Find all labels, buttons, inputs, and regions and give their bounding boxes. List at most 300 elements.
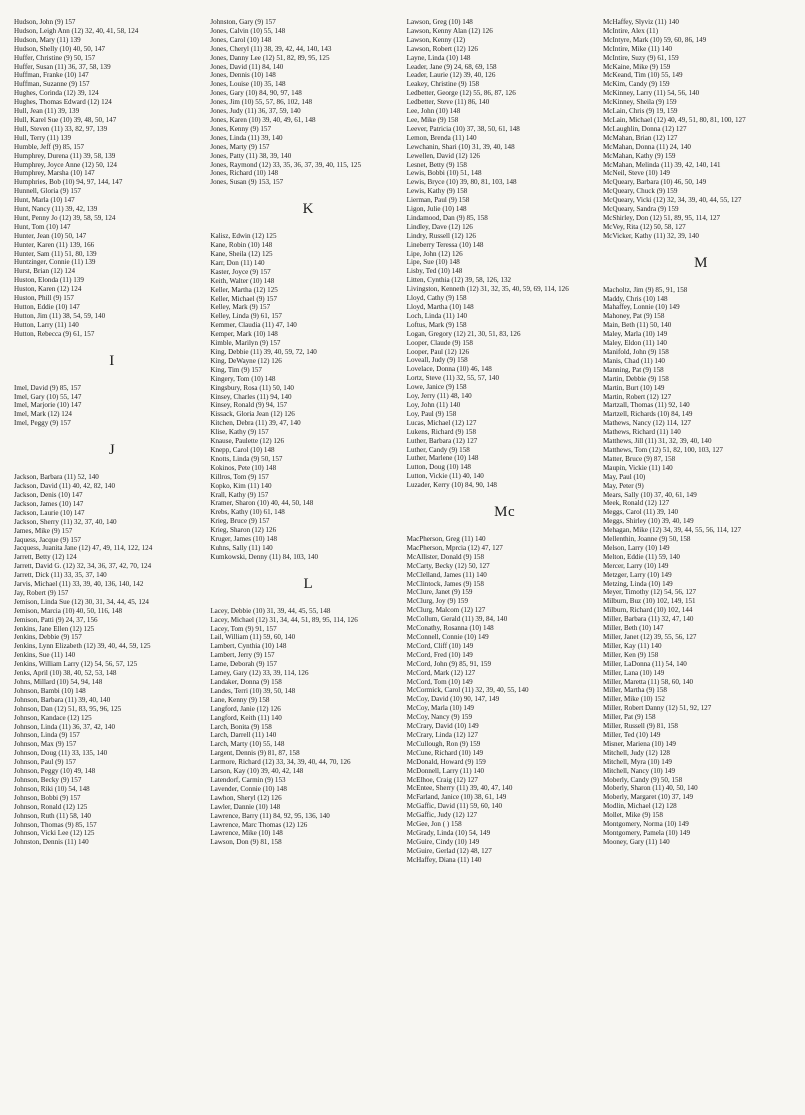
index-entry: Mitchell, Judy (12) 128 <box>602 748 670 757</box>
index-entry: Jones, Richard (10) 148 <box>210 169 279 178</box>
index-entry: Jarrett, Dick (11) 33, 35, 37, 140 <box>14 571 107 580</box>
index-entry: Humphries, Bob (10) 94, 97, 144, 147 <box>14 178 123 187</box>
index-entry: Meek, Ronald (12) 127 <box>602 499 670 508</box>
index-column <box>14 18 210 1115</box>
index-entry: Loy, Paul (9) 158 <box>406 409 457 418</box>
index-entry: McShirley, Don (12) 51, 89, 95, 114, 127 <box>602 213 721 222</box>
index-entry: McAllister, Donald (9) 158 <box>406 552 484 561</box>
index-entry: Johns, Millard (10) 54, 94, 148 <box>14 678 103 686</box>
index-entry: Johnson, Riki (10) 54, 148 <box>14 784 90 793</box>
index-entry: McDonnell, Larry (11) 140 <box>406 766 485 775</box>
index-entry: Kokinos, Pete (10) 148 <box>210 463 277 472</box>
index-entry: Jenks, April (10) 38, 40, 52, 53, 148 <box>14 669 117 678</box>
index-entry: Mitchell, Nancy (10) 149 <box>602 766 676 775</box>
index-entry: Maupin, Vickie (11) 140 <box>602 463 673 472</box>
index-column <box>210 18 406 1115</box>
index-entry: Imel, Marjorie (10) 147 <box>14 401 82 410</box>
index-entry: Martzell, Richards (10) 84, 149 <box>602 410 693 419</box>
index-entry: Layne, Linda (10) 148 <box>406 53 471 62</box>
index-entry: Johnson, Paul (9) 157 <box>14 758 76 767</box>
index-entry: Metzing, Linda (10) 149 <box>602 579 673 588</box>
index-entry: Humphrey, Durena (11) 39, 58, 139 <box>14 151 116 160</box>
index-entry: Krall, Kathy (9) 157 <box>210 490 269 499</box>
index-entry: McVicker, Kathy (11) 32, 39, 140 <box>602 231 699 240</box>
index-entry: Martzall, Thomas (11) 92, 140 <box>602 401 690 410</box>
index-entry: Krieg, Sharon (12) 126 <box>210 526 277 535</box>
index-entry: Landes, Terri (10) 39, 50, 148 <box>210 686 296 695</box>
index-entry: Krieg, Bruce (9) 157 <box>210 517 270 526</box>
index-entry: Lawrence, Barry (11) 84, 92, 95, 136, 140 <box>210 811 330 820</box>
index-entry: Johnston, Gary (9) 157 <box>210 18 276 26</box>
index-entry: Lewis, Kathy (9) 158 <box>406 187 468 196</box>
index-entry: Kingery, Tom (10) 148 <box>210 374 276 383</box>
index-entry: Jones, Calvin (10) 55, 148 <box>210 26 286 35</box>
index-entry: Imel, David (9) 85, 157 <box>14 383 81 392</box>
index-entry: Luzader, Kerry (10) 84, 90, 148 <box>406 481 497 490</box>
index-entry: Jenkins, Jane Ellen (12) 125 <box>14 624 95 633</box>
index-entry: Miller, Janet (12) 39, 55, 56, 127 <box>602 633 697 641</box>
index-entry: Lloyd, Martha (10) 148 <box>406 303 474 311</box>
index-entry: McClurg, Joy (9) 159 <box>406 597 469 606</box>
index-entry: McCord, Cliff (10) 149 <box>406 641 474 650</box>
index-entry: Lawson, Greg (10) 148 <box>406 18 473 26</box>
index-entry: Johnson, Thomas (9) 85, 157 <box>14 820 97 829</box>
index-entry: Kissack, Gloria Jean (12) 126 <box>210 410 295 419</box>
index-entry: Lacey, Michael (12) 31, 34, 44, 51, 89, 95, 114, 126 <box>210 615 358 624</box>
index-entry: McMahan, Kathy (9) 159 <box>602 151 676 160</box>
index-entry: Keller, Martha (12) 125 <box>210 285 278 294</box>
index-entry: Huston, Phill (9) 157 <box>14 294 74 303</box>
index-entry: Jones, Carol (10) 148 <box>210 35 272 44</box>
index-entry: Lipe, John (12) 126 <box>406 249 463 258</box>
index-entry: Killros, Tom (9) 157 <box>210 472 269 481</box>
index-entry: Kaster, Joyce (9) 157 <box>210 267 271 276</box>
index-entry: Hull, Steven (11) 33, 82, 97, 139 <box>14 124 108 133</box>
index-entry: Miller, Pat (9) 158 <box>602 713 656 722</box>
index-entry: Miller, Mike (10) 152 <box>602 695 665 704</box>
index-entry: Mollet, Mike (9) 158 <box>602 811 663 820</box>
index-entry: McKinney, Sheila (9) 159 <box>602 98 677 107</box>
index-entry: Kelley, Linda (9) 61, 157 <box>210 312 282 321</box>
index-entry: Hunter, Sam (11) 51, 80, 139 <box>14 249 97 258</box>
index-entry: Livingston, Kenneth (12) 31, 32, 35, 40, 59, 69, 114, 126 <box>406 285 569 294</box>
index-entry: Lutton, Vickie (11) 40, 140 <box>406 472 484 481</box>
index-entry: McIntire, Mike (11) 140 <box>602 44 673 53</box>
index-entry: Largent, Dennis (9) 81, 87, 158 <box>210 749 300 758</box>
index-entry: Jenkins, Debbie (9) 157 <box>14 633 82 642</box>
index-entry: Keller, Michael (9) 157 <box>210 294 278 303</box>
index-entry: Matthews, Jill (11) 31, 32, 39, 40, 140 <box>602 437 712 446</box>
index-entry: Miller, Maretta (11) 58, 60, 140 <box>602 677 694 686</box>
index-entry: Krebs, Kathy (10) 61, 148 <box>210 508 285 517</box>
index-entry: Hutton, Jim (11) 38, 54, 59, 140 <box>14 311 106 320</box>
index-entry: Hull, Karel Sue (10) 39, 48, 50, 147 <box>14 115 117 124</box>
index-entry: Jarrett, Betty (12) 124 <box>14 553 77 562</box>
index-entry: Larch, Marty (10) 55, 148 <box>210 740 285 749</box>
index-entry: Jackson, Barbara (11) 52, 140 <box>14 473 99 482</box>
index-entry: Kinsey, Ronald (9) 94, 157 <box>210 401 288 410</box>
index-entry: Jones, Dennis (10) 148 <box>210 71 276 80</box>
index-entry: Mellenthin, Joanne (9) 50, 158 <box>602 535 691 544</box>
index-entry: McCord, Fred (10) 149 <box>406 650 473 659</box>
index-entry: Martin, Debbie (9) 158 <box>602 374 669 383</box>
index-entry: Misner, Mariena (10) 149 <box>602 739 676 748</box>
index-entry: Mahoney, Pat (9) 158 <box>602 312 665 321</box>
index-entry: McCrary, David (10) 149 <box>406 722 479 731</box>
index-entry: McClintock, James (9) 158 <box>406 579 484 588</box>
index-entry: McGuire, Cindy (10) 149 <box>406 837 480 846</box>
index-entry: Lacey, Tom (9) 91, 157 <box>210 624 277 633</box>
index-entry: Jarvis, Michael (11) 33, 39, 40, 136, 140, 142 <box>14 580 144 589</box>
index-entry: Mitchell, Myra (10) 149 <box>602 757 672 766</box>
index-entry: McLain, Michael (12) 40, 49, 51, 80, 81, 100, 127 <box>602 115 746 124</box>
index-entry: Maddy, Chris (10) 148 <box>602 294 668 303</box>
index-entry: Karr, Don (11) 140 <box>210 258 265 267</box>
index-entry: Miller, Kay (11) 140 <box>602 641 662 650</box>
index-entry: Huffer, Christine (9) 50, 157 <box>14 53 96 62</box>
index-entry: Lipe, Sue (10) 148 <box>406 258 460 267</box>
index-entry: Miller, Lana (10) 149 <box>602 668 665 677</box>
index-entry: McQueary, Chuck (9) 159 <box>602 187 678 196</box>
index-entry: Mehagan, Mike (12) 34, 39, 44, 55, 56, 114, 127 <box>602 526 742 535</box>
index-entry: Hunt, Tom (10) 147 <box>14 222 71 231</box>
index-entry: Latendorf, Carmin (9) 153 <box>210 775 286 784</box>
section-letter-heading: J <box>108 442 116 459</box>
index-entry: Mathews, Richard (11) 140 <box>602 428 681 437</box>
index-entry: McCullough, Ron (9) 159 <box>406 739 481 748</box>
index-entry: McNeil, Steve (10) 149 <box>602 169 670 178</box>
index-entry: Kemper, Mark (10) 148 <box>210 330 278 339</box>
index-entry: Loch, Linda (11) 140 <box>406 311 468 320</box>
index-entry: Jackson, David (11) 40, 42, 82, 140 <box>14 482 116 491</box>
index-entry: Langford, Janie (12) 126 <box>210 704 281 713</box>
index-entry: Langford, Keith (11) 140 <box>210 713 282 722</box>
index-entry: Larch, Darrell (11) 140 <box>210 731 277 740</box>
index-entry: McCoy, David (10) 90, 147, 149 <box>406 695 500 704</box>
index-entry: Lacey, Debbie (10) 31, 39, 44, 45, 55, 148 <box>210 606 331 615</box>
index-entry: Kane, Sheila (12) 125 <box>210 250 273 259</box>
section-letter-heading: K <box>302 201 314 218</box>
index-entry: Lawrence, Mike (10) 148 <box>210 829 283 838</box>
index-entry: McCarty, Becky (12) 50, 127 <box>406 561 490 570</box>
index-entry: Loy, John (11) 140 <box>406 400 461 409</box>
index-entry: Jones, Susan (9) 153, 157 <box>210 178 284 187</box>
index-entry: Lawhon, Sheryl (12) 126 <box>210 793 282 802</box>
index-entry: Huffman, Franke (10) 147 <box>14 71 89 80</box>
index-entry: King, Debbie (11) 39, 40, 59, 72, 140 <box>210 348 317 356</box>
index-entry: Lowe, Janice (9) 158 <box>406 383 467 392</box>
index-entry: Johnson, Kandace (12) 125 <box>14 713 92 722</box>
index-entry: McCormick, Carol (11) 32, 39, 40, 55, 140 <box>406 686 529 695</box>
index-entry: Jackson, Denis (10) 147 <box>14 490 83 499</box>
index-entry: Lee, Mike (9) 158 <box>406 115 459 124</box>
index-entry: Lambert, Cynthia (10) 148 <box>210 642 287 651</box>
index-entry: Hunt, Nancy (11) 39, 42, 139 <box>14 205 98 214</box>
index-entry: Imel, Peggy (9) 157 <box>14 419 71 428</box>
index-entry: McClurg, Malcom (12) 127 <box>406 606 486 615</box>
index-entry: Looper, Paul (12) 126 <box>406 347 470 356</box>
index-entry: Manis, Chad (11) 140 <box>602 356 665 365</box>
index-entry: McCrary, Linda (12) 127 <box>406 730 478 739</box>
index-entry: Loveall, Judy (9) 158 <box>406 356 468 365</box>
index-entry: Jackson, James (10) 147 <box>14 499 84 508</box>
index-entry: Lemon, Brenda (11) 140 <box>406 133 477 142</box>
index-entry: May, Paul (10) <box>602 472 646 481</box>
index-entry: Jones, Cheryl (11) 38, 39, 42, 44, 140, 143 <box>210 44 332 53</box>
index-entry: McIntire, Alex (11) <box>602 26 659 35</box>
index-entry: McGee, Jon ( ) 158 <box>406 820 462 829</box>
index-entry: Mercer, Larry (10) 149 <box>602 561 669 570</box>
index-entry: McVey, Rita (12) 50, 58, 127 <box>602 222 686 231</box>
index-entry: Kane, Robin (10) 148 <box>210 241 273 250</box>
index-entry: Huffman, Suzanne (9) 157 <box>14 80 90 89</box>
index-entry: Larmore, Richard (12) 33, 34, 39, 40, 44, 70, 126 <box>210 758 351 767</box>
index-entry: Luther, Marlene (10) 148 <box>406 454 479 463</box>
index-entry: Hudson, Mary (11) 139 <box>14 35 81 44</box>
index-entry: Larson, Kay (10) 39, 40, 42, 148 <box>210 767 304 776</box>
index-entry: McCune, Richard (10) 149 <box>406 748 484 757</box>
index-entry: Huffer, Susan (11) 36, 37, 58, 139 <box>14 62 111 71</box>
index-entry: Jay, Robert (9) 157 <box>14 588 69 597</box>
index-entry: Leever, Patricia (10) 37, 38, 50, 61, 148 <box>406 124 520 133</box>
index-entry: Melton, Eddie (11) 59, 140 <box>602 552 680 561</box>
index-entry: Kemmer, Claudia (11) 47, 140 <box>210 321 297 330</box>
index-entry: Jones, Jim (10) 55, 57, 86, 102, 148 <box>210 98 313 107</box>
index-entry: McCollum, Gerald (11) 39, 84, 140 <box>406 615 508 624</box>
index-entry: Jones, Marty (9) 157 <box>210 142 270 151</box>
index-entry: Johnson, Linda (11) 36, 37, 42, 140 <box>14 722 116 731</box>
index-entry: Jones, Louise (10) 35, 148 <box>210 80 286 89</box>
index-entry: McHaffey, Slyviz (11) 140 <box>602 18 679 26</box>
index-entry: Miller, Beth (10) 147 <box>602 624 664 633</box>
index-entry: Humphrey, Joyce Anne (12) 50, 124 <box>14 160 117 169</box>
index-entry: Lewis, Bryce (10) 39, 80, 81, 103, 148 <box>406 178 517 187</box>
index-entry: Kimble, Marilyn (9) 157 <box>210 339 281 348</box>
index-entry: Hudson, Leigh Ann (12) 32, 40, 41, 58, 124 <box>14 26 139 35</box>
index-entry: Kumkowski, Denny (11) 84, 103, 140 <box>210 552 319 561</box>
index-entry: Imel, Mark (12) 124 <box>14 410 72 419</box>
section-letter-heading: Mc <box>494 504 516 521</box>
index-entry: Johnson, Ronald (12) 125 <box>14 802 88 811</box>
index-entry: McElhoe, Craig (12) 127 <box>406 775 478 784</box>
index-entry: Imel, Gary (10) 55, 147 <box>14 392 82 401</box>
index-entry: Lawson, Don (9) 81, 158 <box>210 838 282 847</box>
index-entry: Lisby, Ted (10) 148 <box>406 267 463 276</box>
index-entry: King, DeWayne (12) 126 <box>210 356 282 365</box>
index-entry: Hull, Terry (11) 139 <box>14 133 72 142</box>
index-entry: Litten, Cynthia (12) 39, 58, 126, 132 <box>406 276 512 285</box>
index-entry: Jacquess, Juanita Jane (12) 47, 49, 114, 122, 124 <box>14 544 153 553</box>
index-entry: McConathy, Rosanna (10) 148 <box>406 624 494 633</box>
index-entry: Lineberry Teressa (10) 148 <box>406 240 484 249</box>
index-entry: Knepp, Carol (10) 148 <box>210 445 275 454</box>
index-entry: Hudson, Shelly (10) 40, 50, 147 <box>14 44 106 53</box>
index-entry: Loftus, Mark (9) 158 <box>406 320 467 329</box>
index-entry: Mooney, Gary (11) 140 <box>602 837 670 846</box>
index-entry: Lucas, Michael (12) 127 <box>406 418 477 427</box>
index-entry: Kopko, Kim (11) 140 <box>210 481 272 490</box>
index-entry: Keith, Walter (10) 148 <box>210 276 275 285</box>
index-entry: Jaquess, Jacque (9) 157 <box>14 535 81 544</box>
index-entry: Jackson, Sherry (11) 32, 37, 40, 140 <box>14 517 117 526</box>
index-entry: Knotts, Linda (9) 50, 157 <box>210 454 283 463</box>
index-entry: Montgomery, Pamela (10) 149 <box>602 828 690 837</box>
index-entry: McFarland, Janice (10) 38, 61, 149 <box>406 793 507 802</box>
index-entry: McClelland, James (11) 140 <box>406 570 487 579</box>
index-entry: Hutton, Larry (11) 140 <box>14 320 79 329</box>
index-entry: Ligon, Julie (10) 148 <box>406 205 467 214</box>
index-entry: Hunnell, Gloria (9) 157 <box>14 187 81 196</box>
index-entry: Lutton, Doug (10) 148 <box>406 463 471 472</box>
index-entry: Hunter, Jean (10) 50, 147 <box>14 231 87 240</box>
index-entry: Lindry, Russell (12) 126 <box>406 231 476 240</box>
index-entry: Johnson, Bambi (10) 148 <box>14 686 86 695</box>
index-entry: Miller, Russell (9) 81, 158 <box>602 722 678 731</box>
index-entry: Main, Beth (11) 50, 140 <box>602 321 672 330</box>
index-entry: Hunt, Marla (10) 147 <box>14 196 75 205</box>
index-entry: McGrady, Linda (10) 54, 149 <box>406 828 491 837</box>
index-entry: Lee, John (10) 148 <box>406 107 461 116</box>
index-entry: Lesnet, Betty (9) 158 <box>406 160 467 169</box>
index-entry: Kramer, Sharon (10) 40, 44, 50, 148 <box>210 499 314 508</box>
index-entry: Lawson, Robert (12) 126 <box>406 44 478 53</box>
index-entry: Mathews, Nancy (12) 114, 127 <box>602 419 691 428</box>
index-entry: McLaughlin, Donna (12) 127 <box>602 124 687 133</box>
index-entry: Johnson, Becky (9) 157 <box>14 775 82 784</box>
index-entry: McIntire, Suzy (9) 61, 159 <box>602 53 679 62</box>
index-entry: Martin, Burt (10) 149 <box>602 383 665 392</box>
index-entry: McMahan, Brian (12) 127 <box>602 133 678 142</box>
index-entry: May, Peter (9) <box>602 481 644 490</box>
index-entry: Lambert, Jerry (9) 157 <box>210 651 275 660</box>
index-entry: McHaffey, Diana (11) 140 <box>406 855 482 864</box>
index-entry: McMahan, Melinda (11) 39, 42, 140, 141 <box>602 160 721 169</box>
index-entry: McKeand, Tim (10) 55, 149 <box>602 71 683 80</box>
index-entry: Landaker, Donna (9) 158 <box>210 678 282 686</box>
index-entry: Humphrey, Marsha (10) 147 <box>14 169 95 178</box>
index-entry: Jenkins, Sue (11) 140 <box>14 651 76 660</box>
index-entry: Ledbetter, Steve (11) 86, 140 <box>406 98 490 107</box>
index-entry: McDonald, Howard (9) 159 <box>406 757 486 766</box>
index-entry: Montgomery, Norma (10) 149 <box>602 820 689 829</box>
index-entry: Jones, Raymond (12) 33, 35, 36, 37, 39, 40, 115, 125 <box>210 160 361 169</box>
index-entry: Manning, Pat (9) 158 <box>602 365 664 374</box>
index-entry: McKim, Candy (9) 159 <box>602 80 670 89</box>
index-entry: McClure, Janet (9) 159 <box>406 588 473 597</box>
index-entry: Humble, Jeff (9) 85, 157 <box>14 142 85 151</box>
index-entry: Jones, Danny Lee (12) 51, 82, 89, 95, 125 <box>210 53 330 62</box>
index-entry: Kingsbury, Rosa (11) 50, 140 <box>210 383 294 392</box>
index-entry: Huston, Karen (12) 124 <box>14 285 82 294</box>
index-entry: Jones, Linda (11) 39, 140 <box>210 133 283 142</box>
index-entry: Klise, Kathy (9) 157 <box>210 428 269 437</box>
index-entry: Johnston, Dennis (11) 140 <box>14 838 89 847</box>
index-entry: Macholtz, Jim (9) 85, 91, 158 <box>602 285 688 294</box>
index-entry: Johnson, Max (9) 157 <box>14 740 77 749</box>
index-entry: Larch, Bonita (9) 158 <box>210 722 272 731</box>
index-entry: MacPherson, Greg (11) 140 <box>406 535 486 544</box>
index-entry: Modlin, Michael (12) 128 <box>602 802 677 811</box>
index-entry: McKinney, Larry (11) 54, 56, 140 <box>602 89 700 98</box>
index-entry: Jemison, Linda Sue (12) 30, 31, 34, 44, 45, 124 <box>14 597 149 606</box>
index-entry: King, Tim (9) 157 <box>210 365 262 374</box>
index-entry: Leader, Jane (9) 24, 68, 69, 158 <box>406 62 497 71</box>
index-entry: Milburn, Buz (10) 102, 149, 151 <box>602 597 696 606</box>
index-entry: Knause, Paulette (12) 126 <box>210 437 285 446</box>
index-entry: Lortz, Steve (11) 32, 55, 57, 140 <box>406 374 499 383</box>
index-entry: Johnson, Bobbi (9) 157 <box>14 793 81 802</box>
index-entry: Mears, Sally (10) 37, 40, 61, 149 <box>602 490 697 499</box>
index-entry: Lawler, Dannie (10) 148 <box>210 802 281 811</box>
index-entry: Jarrett, David G. (12) 32, 34, 36, 37, 42, 70, 124 <box>14 562 152 571</box>
section-letter-heading: I <box>109 352 115 369</box>
index-entry: Miller, Ted (10) 149 <box>602 730 661 739</box>
index-entry: Johnson, Barbara (11) 39, 40, 140 <box>14 695 111 704</box>
index-entry: Lavender, Connie (10) 148 <box>210 784 287 793</box>
index-entry: Miller, Martha (9) 158 <box>602 686 667 695</box>
index-entry: Mahaffey, Lonnie (10) 149 <box>602 303 680 312</box>
index-entry: Huntzinger, Connie (11) 139 <box>14 258 96 267</box>
index-entry: Jones, Patty (11) 38, 39, 140 <box>210 151 292 160</box>
index-entry: Manifold, John (9) 158 <box>602 348 669 356</box>
index-entry: Martin, Robert (12) 127 <box>602 392 672 401</box>
index-entry: Leakey, Christine (9) 158 <box>406 80 480 89</box>
index-column <box>603 18 799 1115</box>
index-entry: Lewchanin, Shari (10) 31, 39, 40, 148 <box>406 142 515 151</box>
index-entry: Maley, Marla (10) 149 <box>602 330 668 339</box>
index-entry: Luther, Candy (9) 158 <box>406 445 470 454</box>
index-entry: Kelley, Mark (9) 157 <box>210 303 271 312</box>
index-entry: Lewis, Bobbi (10) 51, 148 <box>406 169 482 178</box>
index-entry: Logan, Gregory (12) 21, 30, 51, 83, 126 <box>406 329 521 338</box>
index-entry: McKaine, Mike (9) 159 <box>602 62 671 71</box>
index-entry: Lawson, Kenny Alan (12) 126 <box>406 26 493 35</box>
index-entry: Hughes, Thomas Edward (12) 124 <box>14 98 112 107</box>
section-letter-heading: L <box>303 575 314 592</box>
index-entry: Matthews, Tom (12) 51, 82, 100, 103, 127 <box>602 445 723 454</box>
index-entry: Lukens, Richard (9) 158 <box>406 427 477 436</box>
index-entry: Jones, Karen (10) 39, 40, 49, 61, 148 <box>210 115 316 124</box>
index-entry: McCord, Mark (12) 127 <box>406 668 476 677</box>
index-entry: Miller, Barbara (11) 32, 47, 140 <box>602 615 694 624</box>
index-entry: Huston, Elonda (11) 139 <box>14 276 84 285</box>
index-entry: Johnson, Linda (9) 157 <box>14 731 80 740</box>
index-entry: McGaffic, Judy (12) 127 <box>406 811 478 820</box>
index-entry: Loy, Jerry (11) 48, 140 <box>406 392 472 401</box>
index-entry: Ledbetter, George (12) 55, 86, 87, 126 <box>406 89 516 98</box>
index-entry: Lamey, Gary (12) 33, 39, 114, 126 <box>210 669 309 678</box>
index-entry: Hull, Jean (11) 39, 139 <box>14 107 80 116</box>
index-entry: Maley, Eldon (11) 140 <box>602 339 667 348</box>
index-entry: Johnson, Peggy (10) 49, 148 <box>14 767 96 776</box>
index-entry: Leader, Laurie (12) 39, 40, 126 <box>406 71 496 80</box>
index-entry: Lewellen, David (12) 126 <box>406 151 480 160</box>
index-entry: Miller, LaDonna (11) 54, 140 <box>602 659 687 668</box>
index-entry: Lane, Kenny (9) 158 <box>210 695 270 704</box>
index-entry: Kitchen, Debra (11) 39, 47, 140 <box>210 419 301 428</box>
index-entry: Lloyd, Cathy (9) 158 <box>406 294 467 303</box>
index-entry: McQueary, Barbara (10) 46, 50, 149 <box>602 178 707 187</box>
index-entry: McCoy, Nancy (9) 159 <box>406 713 472 722</box>
index-entry: Jones, Gary (10) 84, 90, 97, 148 <box>210 89 302 98</box>
index-entry: Kruger, James (10) 148 <box>210 535 278 544</box>
index-entry: Hutton, Eddie (10) 147 <box>14 303 80 311</box>
index-entry: Miller, Robert Danny (12) 51, 92, 127 <box>602 704 712 713</box>
index-entry: Lawrence, Marc Thomas (12) 126 <box>210 820 308 829</box>
index-entry: Metzger, Larry (10) 149 <box>602 570 672 579</box>
index-entry: Meggs, Carol (11) 39, 140 <box>602 508 678 517</box>
index-entry: Kalisz, Edwin (12) 125 <box>210 232 277 241</box>
